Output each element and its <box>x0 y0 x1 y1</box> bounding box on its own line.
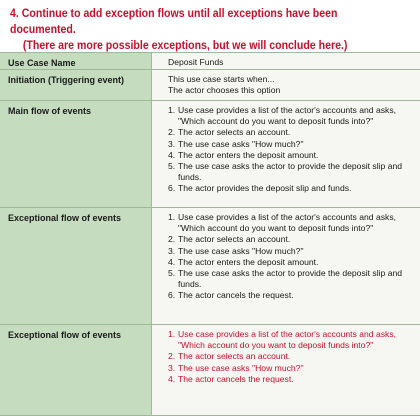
label-main-flow: Main flow of events <box>0 101 152 207</box>
row-exceptional-flow-1 <box>0 208 420 325</box>
step-text: Use case provides a list of the actor's accounts and asks, "Which account do you want to deposit funds into?" <box>178 329 397 351</box>
list-item <box>168 161 412 183</box>
step-text: The use case asks "How much?" <box>178 138 304 149</box>
step-text: The use case asks "How much?" <box>178 362 304 373</box>
list-item <box>168 329 412 351</box>
list-item <box>168 290 412 301</box>
instruction-heading <box>10 6 382 54</box>
list-item <box>168 268 412 290</box>
step-number: 5. <box>168 268 176 279</box>
row-initiation <box>0 70 420 101</box>
instruction-line-1: 4. Continue to add exception flows until all exceptions have been documented. <box>10 8 338 36</box>
list-item <box>168 351 412 362</box>
exceptional-flow-1-steps <box>168 212 412 302</box>
step-number: 1. <box>168 105 176 115</box>
label-exceptional-flow-1: Exceptional flow of events <box>0 208 152 324</box>
step-text: The actor enters the deposit amount. <box>178 149 319 160</box>
row-use-case-name <box>0 52 420 70</box>
step-number: 2. <box>168 234 176 245</box>
label-initiation: Initiation (Triggering event) <box>0 70 152 100</box>
step-text: The actor selects an account. <box>178 351 291 362</box>
step-text: Use case provides a list of the actor's accounts and asks, "Which account do you want to deposit funds into?" <box>178 105 397 127</box>
step-number: 2. <box>168 127 176 138</box>
step-text: The actor cancels the request. <box>178 373 294 384</box>
list-item <box>168 374 412 385</box>
list-item <box>168 139 412 150</box>
step-text: The use case asks the actor to provide the deposit slip and funds. <box>178 161 403 183</box>
value-use-case-name: Deposit Funds <box>152 53 420 69</box>
step-number: 3. <box>168 245 176 256</box>
initiation-line: This use case starts when... <box>168 74 275 84</box>
step-text: Use case provides a list of the actor's accounts and asks, "Which account do you want to deposit funds into?" <box>178 212 397 234</box>
value-initiation <box>152 70 420 100</box>
step-number: 4. <box>168 373 176 384</box>
list-item <box>168 105 412 127</box>
step-text: The use case asks "How much?" <box>178 245 304 256</box>
step-text: The actor selects an account. <box>178 234 291 245</box>
step-text: The use case asks the actor to provide the deposit slip and funds. <box>178 268 403 290</box>
list-item <box>168 212 412 234</box>
step-number: 3. <box>168 362 176 373</box>
list-item <box>168 246 412 257</box>
value-exceptional-flow-2 <box>152 325 420 415</box>
step-number: 5. <box>168 161 176 172</box>
value-main-flow <box>152 101 420 207</box>
value-exceptional-flow-1 <box>152 208 420 324</box>
list-item <box>168 183 412 194</box>
step-number: 1. <box>168 329 176 339</box>
step-number: 1. <box>168 212 176 222</box>
row-exceptional-flow-2 <box>0 325 420 416</box>
step-number: 2. <box>168 351 176 362</box>
step-text: The actor cancels the request. <box>178 290 294 301</box>
step-text: The actor provides the deposit slip and funds. <box>178 183 352 194</box>
step-number: 6. <box>168 290 176 301</box>
step-number: 4. <box>168 149 176 160</box>
list-item <box>168 363 412 374</box>
list-item <box>168 234 412 245</box>
label-exceptional-flow-2: Exceptional flow of events <box>0 325 152 415</box>
initiation-line: The actor chooses this option <box>168 85 281 96</box>
label-use-case-name: Use Case Name <box>0 53 152 69</box>
main-flow-steps <box>168 105 412 195</box>
use-case-table <box>0 52 420 416</box>
step-text: The actor enters the deposit amount. <box>178 256 319 267</box>
step-text: The actor selects an account. <box>178 127 291 138</box>
row-main-flow <box>0 101 420 208</box>
instruction-line-2: (There are more possible exceptions, but we will conclude here.) <box>22 40 348 52</box>
step-number: 6. <box>168 183 176 194</box>
list-item <box>168 127 412 138</box>
step-number: 3. <box>168 138 176 149</box>
exceptional-flow-2-steps <box>168 329 412 385</box>
step-number: 4. <box>168 256 176 267</box>
list-item <box>168 150 412 161</box>
list-item <box>168 257 412 268</box>
